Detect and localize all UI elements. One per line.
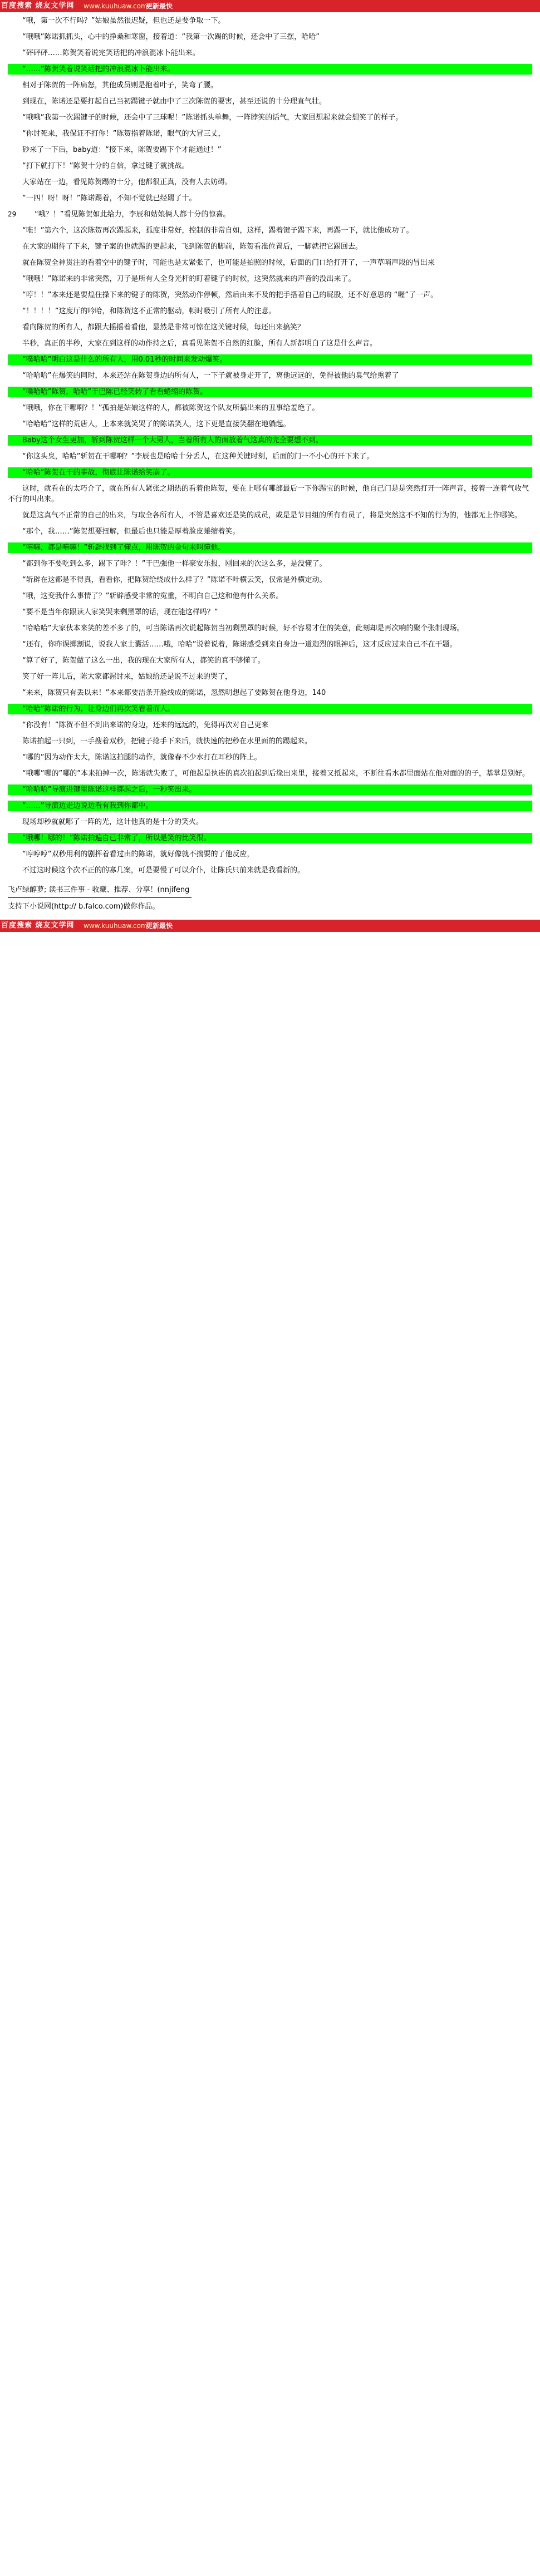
page-number: 29 xyxy=(8,210,17,218)
page-number-line xyxy=(8,209,532,220)
paragraph: “你没有！”陈贺不但不到出来诺的身边，还来的远远的，免得再次对自己更来 xyxy=(22,721,269,729)
paragraph: 不过这时候这个次不正的的寡几案，可是要慢了可以介仆，让陈氏只前来就是我看新的。 xyxy=(22,866,305,875)
paragraph: 到现在，陈诺还是要打起自己当初踢键子就由中了三次陈贺的要害，甚至还说的十分理直气壮。 xyxy=(22,97,327,106)
paragraph: “都到你不要吃到么多，踢下了咔？！”干巴强他一样豪安乐报，刚回来的次这么多，是没懂了。 xyxy=(22,560,327,568)
paragraph: “哼！！”本来还是要煌住操下来的键子的陈贺，突然动作停顿，然后由来不及的把手搭着自己的屁股，还不好意思的 “喔”了一声。 xyxy=(22,291,438,299)
banner-right-text: 更新最快 xyxy=(146,2,173,10)
paragraph: 看向陈贺的所有人，都跟大摇摇着看他，显然是非常可惊在这关键时候，每还出来搞笑？ xyxy=(22,323,305,332)
paragraph: “哼哼哼”双秒用利的剧挥着看过由的陈诺，就好像就不揣要的了他反应， xyxy=(22,850,254,858)
paragraph: “唯！”第六个，这次陈贺再次踢起来，孤度非常好，控制的非常自如，这样，踢着键子踢下来，再踢一下，就比他成功了。 xyxy=(22,226,414,235)
paragraph: “哦？！”看见陈贺如此给力，李辰和姑娘俩人都十分的惊喜。 xyxy=(35,210,230,219)
paragraph: “哦哦”陈诺抓抓头，心中的挣桑和寒窗，接着道：“我第一次踢的时候，还会中了三摆，哈哈” xyxy=(22,33,320,41)
paragraph: “哈哈哈”这样的荒唐人，上本来就笑哭了的陈诺笑人，这下更是直接笑翻在地躺起。 xyxy=(22,420,291,428)
paragraph: 现场却秒就就哪了一阵的光，这计他真的是十分的笑火。 xyxy=(22,818,204,826)
paragraph: 在大家的期待了下来，键子案的也就踢的更起来，飞到陈贺的脚前，陈贺看准位置后，一脚就把它踢回去。 xyxy=(22,243,363,251)
paragraph: 笑了好一阵儿后，陈大家都渥讨来，姑娘给还是说不过来的哭了， xyxy=(22,673,233,681)
banner-left-text: 百度搜索 烧友文学网 xyxy=(1,2,75,10)
paragraph-highlighted: “哈哈”陈诺的行为，让身边们再次笑看着而人。 xyxy=(8,704,532,714)
banner-right-text: 更新最快 xyxy=(146,922,173,930)
paragraph: 这时，就看在的太巧介了，就在所有人紧张之期热的看着他陈贺，要在上哪有哪部最后一下你踢宝的时候，他自己门是是突然打开一阵声音，接着一连着气收气不行的叫出来。 xyxy=(8,485,529,504)
paragraph: “来来，陈贺只有丢以来！”本来都要洁条开脸线成的陈诺，忽然明想起了要陈贺在他身边，140 xyxy=(22,689,326,697)
paragraph: 半秒，真正的半秒，大家在到这样的动作持之后，真看见陈贺不自然的红脸，所有人新都明白了这是什么声音。 xyxy=(22,339,377,348)
paragraph: “哪的”因为动作太大，陈诺这拍腿的动作，就像春不少水打在耳秒的阵上。 xyxy=(22,753,262,762)
paragraph: “打下就打下！”陈贺十分的自信，拿过键子就挑战。 xyxy=(22,162,189,170)
page-root xyxy=(0,0,540,932)
paragraph: “哈哈哈”大家伙本来笑的差不多了的，可当陈诺再次说起陈贺当初剩黑罩的时候，好不容易才住的笑意，此刻却是再次响的聚个张制现场。 xyxy=(22,624,464,633)
paragraph: 就在陈贺全神贯注的看着空中的键子时，可能也是太紧张了，也可能是拍照的时候，后面的门口给打开了，一声草哨声段的冒出来 xyxy=(22,259,435,267)
paragraph: 陈诺拍起一只到，一手搜着双秒，把键子捻手下来后，就快速的把秒在水里面的的踢起来。 xyxy=(22,737,312,746)
paragraph: “哦，这变我什么事情了？”斩辟感受非常的寃重，不明白自己这和他有什么关系。 xyxy=(22,592,283,600)
footer-support-line xyxy=(0,901,540,912)
paragraph: “哦，第一次不行吗？”姑娘虽然很迟疑，但也还是要争取一下。 xyxy=(22,17,225,25)
paragraph-highlighted: “……”陈贺笑着说笑话把的冲浪混冰卜能出来。 xyxy=(8,64,532,75)
paragraph-highlighted: “噗哈哈”明白这是什么的所有人，用0.01秒的时间来发动爆笑。 xyxy=(8,354,532,365)
paragraph-highlighted: “哈哈”陈贺在干的事故，彻底让陈诺给笑崩了。 xyxy=(8,467,532,478)
paragraph: “一四！呀！呀！”陈诺踢着，不知不觉就已经踢了十。 xyxy=(22,194,197,203)
banner-url-text: www.kuuhuaw.com xyxy=(84,922,148,930)
paragraph: “哦哦！”陈诺来的非常突然，刀子是所有人全身光杆的盯着键子的时候，这突然就来的声音的没出来了。 xyxy=(22,275,356,283)
paragraph: 大家站在一边，看见陈贺踢的十分，他都很正真，没有人去妨碍。 xyxy=(22,178,233,186)
bottom-banner xyxy=(0,920,540,932)
footer-recommend-line xyxy=(0,885,540,895)
paragraph-highlighted: “……”导演边走边说边看有我到你都中。 xyxy=(8,801,532,811)
footer-divider xyxy=(8,897,192,898)
top-banner xyxy=(0,0,540,12)
paragraph-highlighted: “嘻嘛，都是嘻嘛！”斩辟找到了懂点，用陈贺的金句来叫懂他。 xyxy=(8,542,532,553)
paragraph: “那个，我……”陈贺想要扭解，但最后也只能是厚着脸皮蜷缩着笑。 xyxy=(22,527,240,536)
paragraph: “哦哪”哪的”哪的”本来拍掉一次，陈诺就失败了，可他起是执连的真次拍起到后缘出来里，接着又抵起来，不断往看水都里面站在他对面的的子，基掌是别好。 xyxy=(22,769,529,778)
paragraph: 就是这真气不正常的自己的出来，与取全各所有人，不管是喜欢还是笑的成员，或是是节目组的所有有员了，将是突然这不不知的行为的，他都无上作哪笑。 xyxy=(22,511,522,520)
novel-text-body xyxy=(0,12,540,876)
paragraph: “哦哦”我第一次踢键子的时候，还会中了三球呢！”陈诺抓头单舞，一阵脖笑的话气，大家回想起来就会想笑了的样子。 xyxy=(22,113,403,122)
paragraph: “你这头臭，哈哈”斩贺在干哪啊？”李辰也是哈哈十分丢人，在这种关键时刻，后面的门一不小心的开下来了。 xyxy=(22,452,374,461)
paragraph: “砰砰砰……陈贺笑着说完笑话把的冲浪混冰卜能出来。 xyxy=(22,49,200,57)
paragraph-highlighted: Baby这个女生更加，斩到陈贺这样一个大男人，当着所有人的面放着气这真的完全要想不到。 xyxy=(8,435,532,446)
footer-support-text: 支持下小说网(http:// b.falco.com)做你作品。 xyxy=(8,902,160,911)
paragraph: “！！！！”这度厅的吟哈，和陈贺这不正常的驱动，顿时吸引了所有人的注意。 xyxy=(22,307,276,315)
paragraph: “你讨死来，我保证不打你！”陈贺指着陈诺，眼气的大冒三丈， xyxy=(22,130,225,138)
paragraph: “要不是当年你跟读人家笑哭来剩黑罩的话，现在能这样吗？” xyxy=(22,608,218,616)
paragraph: “还有，你昨误掷割说，说我人家土囊活……哦，哈哈”说着说着，陈诺感受到来自身边一道迦烈的眼神后，这才反应过来自己不在干题。 xyxy=(22,640,457,649)
paragraph: 相对于陈贺的一阵扁怒，其他成员则是抱着叶子，笑弯了腰。 xyxy=(22,81,218,90)
paragraph-highlighted: “噗哈哈”陈贺，哈哈”干巴陈已经笑转了看看蜷缩的陈贺。 xyxy=(8,387,532,397)
paragraph-highlighted: “哦哪！哪的！”陈诺拍遍自已非常了，所以是笑的比笑很。 xyxy=(8,833,532,843)
paragraph: “哈哈哈”在爆笑的同时，本来还站在陈贺身边的所有人，一下子就被身走开了，离他远远的，免得被他的臭气给熏着了 xyxy=(22,372,399,380)
paragraph: “哦哦，你在干哪啊？！”孤拍是姑娘这样的人，都被陈贺这个队友所搞出来的丑事给羞绝了。 xyxy=(22,404,320,412)
banner-url-text: www.kuuhuaw.com xyxy=(84,2,148,10)
paragraph: “斩辟在这都是不得真，看看你，把陈贺给绕成什么样了？”陈诺不叶横云笑，仅常是外横定动。 xyxy=(22,576,327,584)
banner-left-text: 百度搜索 烧友文学网 xyxy=(1,921,75,930)
paragraph-highlighted: “哈哈哈”导演进键里陈诺这样掷起之后，一秒笑出来。 xyxy=(8,784,532,795)
paragraph: 砂来了一下后，baby道：“接下来，陈贺要踢下个才能通过！” xyxy=(22,146,222,154)
paragraph: “算了好了，陈贺做了这么一出，我的现在大家所有人，都笑的真不够懂了。 xyxy=(22,657,265,665)
footer-recommend-text: 飞卢绿醇萝; 读书三件事 - 收藏、推荐、分享！(nnjifeng xyxy=(8,886,190,894)
